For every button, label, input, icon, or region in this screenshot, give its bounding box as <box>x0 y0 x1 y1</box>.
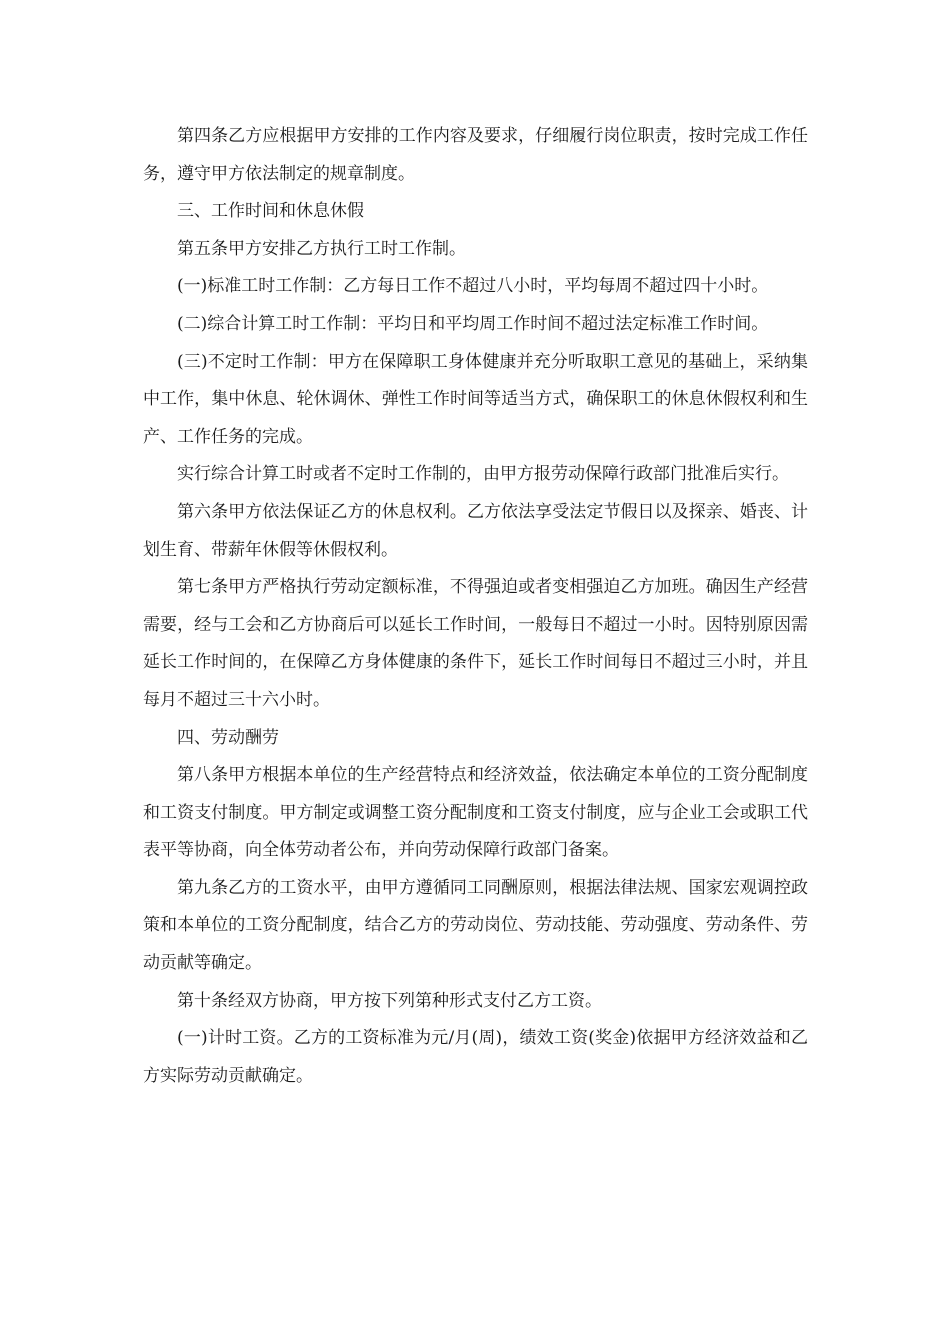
paragraph-article-4: 第四条乙方应根据甲方安排的工作内容及要求，仔细履行岗位职责，按时完成工作任务，遵守甲方依法制定的规章制度。 <box>143 126 808 184</box>
paragraph-standard-hours: (一)标准工时工作制：乙方每日工作不超过八小时，平均每周不超过四十小时。 <box>177 276 769 297</box>
paragraph-hourly-wage: (一)计时工资。乙方的工资标准为元/月(周)，绩效工资(奖金)依据甲方经济效益和乙方实际劳动贡献确定。 <box>143 1028 808 1086</box>
paragraph-article-7: 第七条甲方严格执行劳动定额标准，不得强迫或者变相强迫乙方加班。确因生产经营需要，经与工会和乙方协商后可以延长工作时间，一般每日不超过一小时。因特别原因需延长工作时间的，在保障乙方身体健康的条件下，延长工作时间每日不超过三小时，并且每月不超过三十六小时。 <box>143 577 808 710</box>
paragraph-article-10: 第十条经双方协商，甲方按下列第种形式支付乙方工资。 <box>177 990 602 1011</box>
paragraph-article-5: 第五条甲方安排乙方执行工时工作制。 <box>177 238 466 259</box>
paragraph-approval: 实行综合计算工时或者不定时工作制的，由甲方报劳动保障行政部门批准后实行。 <box>177 464 789 485</box>
paragraph-article-9: 第九条乙方的工资水平，由甲方遵循同工同酬原则，根据法律法规、国家宏观调控政策和本单位的工资分配制度，结合乙方的劳动岗位、劳动技能、劳动强度、劳动条件、劳动贡献等确定。 <box>143 877 808 974</box>
document-body <box>143 118 808 1095</box>
section-heading-work-hours: 三、工作时间和休息休假 <box>177 201 364 222</box>
paragraph-article-6: 第六条甲方依法保证乙方的休息权利。乙方依法享受法定节假日以及探亲、婚丧、计划生育、带薪年休假等休假权利。 <box>143 501 808 560</box>
section-heading-remuneration: 四、劳动酬劳 <box>177 727 279 748</box>
paragraph-article-8: 第八条甲方根据本单位的生产经营特点和经济效益，依法确定本单位的工资分配制度和工资支付制度。甲方制定或调整工资分配制度和工资支付制度，应与企业工会或职工代表平等协商，向全体劳动者公布，并向劳动保障行政部门备案。 <box>143 765 808 861</box>
paragraph-comprehensive-hours: (二)综合计算工时工作制：平均日和平均周工作时间不超过法定标准工作时间。 <box>177 313 769 334</box>
paragraph-flexible-hours: (三)不定时工作制：甲方在保障职工身体健康并充分听取职工意见的基础上，采纳集中工作，集中休息、轮休调休、弹性工作时间等适当方式，确保职工的休息休假权利和生产、工作任务的完成。 <box>143 351 808 447</box>
